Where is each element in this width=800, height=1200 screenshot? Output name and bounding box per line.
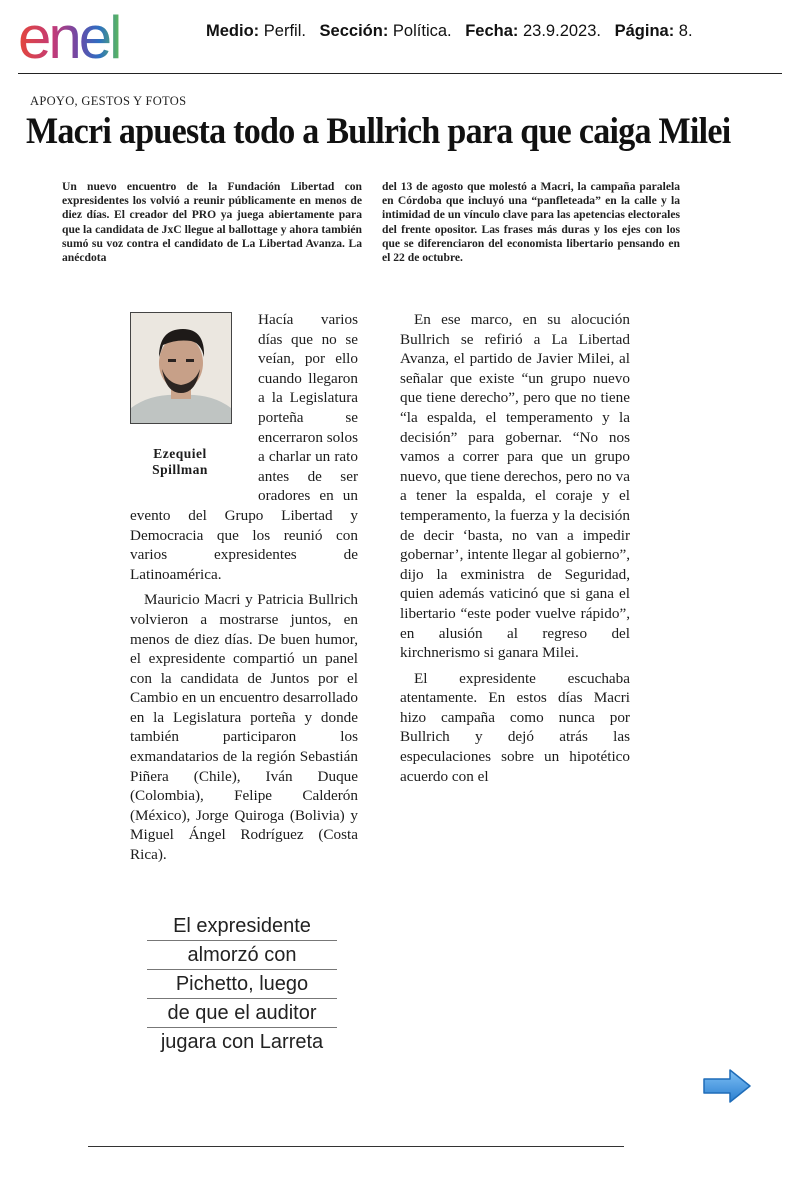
paragraph: En ese marco, en su alocución Bullrich se refirió a La Libertad Avanza, el partido de Javier Milei, al señalar que existe “un grupo nuevo que tiene derecho”, pero que no tiene “la espalda, el temperamento y la decisión” para gobernar. “No nos vamos a correr para que un grupo nuevo, que tiene derechos, pero no va a tener la espalda, el coraje y el temperamento, la fuerza y la decisión de decir ‘basta, no van a impedir gobernar’, intente llegar al gobierno”, dijo la exministra de Seguridad, quien además vaticinó que si gana el libertario “este poder vuelve rápido”, en alusión al regreso del kirchnerismo si ganara Milei. xyxy=(400,311,630,662)
pull-quote-line: Pichetto, luego xyxy=(147,970,337,999)
enel-logo xyxy=(18,8,183,64)
lead-column-2: del 13 de agosto que molestó a Macri, la campaña paralela en Córdoba que incluyó una “panfleteada” en la calle y la intimidad de un vínculo clave para las apetencias electorales del frente opositor. Las frases más duras y los ejes con los que se diferenciaron del economista libertario pensando en el 22 de octubre. xyxy=(382,180,680,265)
pagina-value: 8. xyxy=(678,22,693,40)
header-divider xyxy=(18,73,782,74)
seccion-value: Política. xyxy=(392,22,452,40)
author-byline: Ezequiel Spillman xyxy=(152,446,208,477)
pull-quote xyxy=(147,912,337,1056)
fecha-value: 23.9.2023. xyxy=(523,22,601,40)
svg-text:enel: enel xyxy=(18,8,120,64)
author-photo xyxy=(130,312,232,424)
pull-quote-line: de que el auditor xyxy=(147,999,337,1028)
paragraph: El expresidente escuchaba atentamente. En estos días Macri hizo campaña como nunca por Bullrich y dejó atrás las especulaciones sobre un hipotético acuerdo con el xyxy=(400,669,630,785)
pull-quote-line: jugara con Larreta xyxy=(160,1031,324,1053)
paragraph: Hacía varios días que no se veían, por ello cuando llegaron a la Legislatura porteña se encerraron solos a charlar un rato antes de ser oradores en un evento del Grupo Libertad y Democracia que los reunió con varios expresidentes de Latinoamérica. xyxy=(130,311,358,583)
author-box xyxy=(130,312,248,502)
paragraph: Mauricio Macri y Patricia Bullrich volvieron a mostrarse juntos, en menos de diez días. De buen humor, el expresidente compartió un panel con la candidata de Juntos por el Cambio en un encuentro desarrollado en la Legislatura porteña y donde también participaron los exmandatarios de la región Sebastián Piñera (Chile), Iván Duque (Colombia), Felipe Calderón (México), Jorge Quiroga (Bolivia) y Miguel Ángel Rodríguez (Costa Rica). xyxy=(130,591,358,864)
body-column-1 xyxy=(130,310,358,865)
headline: Macri apuesta todo a Bullrich para que caiga Milei xyxy=(26,111,731,152)
medio-value: Perfil. xyxy=(263,22,306,40)
pull-quote-line: almorzó con xyxy=(147,941,337,970)
lead-column-1: Un nuevo encuentro de la Fundación Libertad con expresidentes los volvió a reunir públicamente en menos de diez días. El creador del PRO ya juega abiertamente para que la candidata de JxC llegue al ballottage y ahora también sumó su voz contra el candidato de La Libertad Avanza. La anécdota xyxy=(62,180,362,265)
arrow-right-icon[interactable] xyxy=(702,1068,752,1104)
footer-divider xyxy=(88,1146,624,1147)
clipping-metadata: Medio: Perfil. Sección: Política. Fecha: 23.9.2023. Página: 8. xyxy=(206,22,693,40)
pull-quote-line: El expresidente xyxy=(147,912,337,941)
section-tag: APOYO, GESTOS Y FOTOS xyxy=(30,94,187,108)
body-column-2 xyxy=(400,310,630,786)
